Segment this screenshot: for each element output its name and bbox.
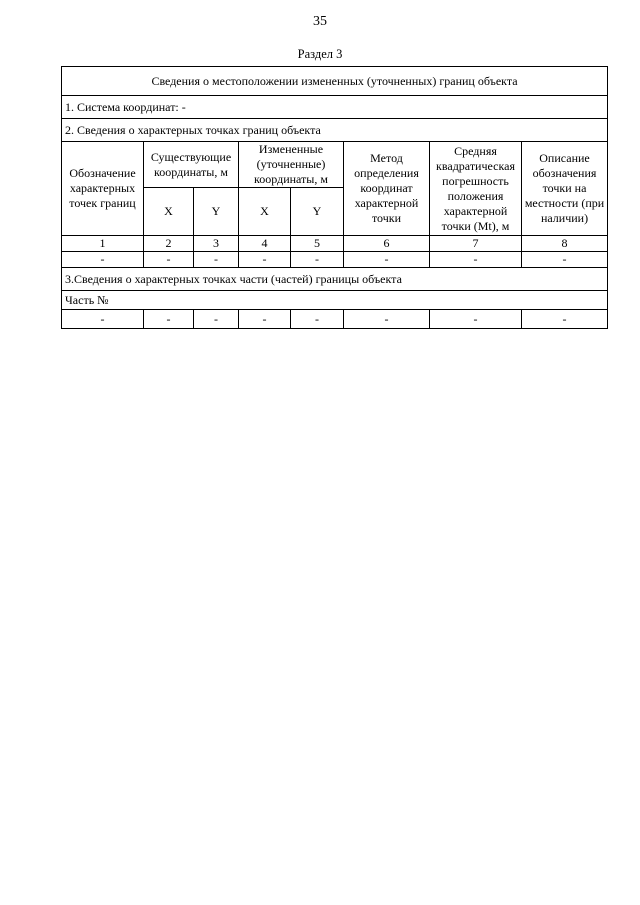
part-label: Часть № — [62, 291, 608, 310]
header-changed-coords: Измененные (уточненные) координаты, м — [239, 142, 344, 188]
section-title: Раздел 3 — [297, 47, 343, 61]
column-number: 7 — [430, 236, 522, 252]
header-description: Описание обозначения точки на местности (при наличии) — [522, 142, 608, 236]
column-numbers-row — [62, 236, 608, 252]
header-row-1 — [62, 142, 608, 188]
points-heading-row — [62, 119, 608, 142]
table-cell: - — [62, 310, 144, 329]
column-number: 8 — [522, 236, 608, 252]
table-cell: - — [291, 310, 344, 329]
table-cell: - — [430, 252, 522, 268]
table-cell: - — [239, 310, 291, 329]
table-cell: - — [194, 252, 239, 268]
table-cell: - — [522, 310, 608, 329]
table-cell: - — [344, 310, 430, 329]
header-method: Метод определения координат характерной точки — [344, 142, 430, 236]
table-cell: - — [522, 252, 608, 268]
table-title: Сведения о местоположении измененных (уточненных) границ объекта — [62, 67, 608, 96]
table-row — [62, 252, 608, 268]
header-changed-y: Y — [291, 188, 344, 236]
column-number: 3 — [194, 236, 239, 252]
column-number: 1 — [62, 236, 144, 252]
header-designation: Обозначение характерных точек границ — [62, 142, 144, 236]
table-cell: - — [144, 252, 194, 268]
header-existing-coords: Существующие координаты, м — [144, 142, 239, 188]
table-cell: - — [344, 252, 430, 268]
header-changed-x: X — [239, 188, 291, 236]
part-heading-row — [62, 268, 608, 291]
coord-system-row — [62, 96, 608, 119]
boundary-points-table — [61, 66, 608, 329]
table-cell: - — [430, 310, 522, 329]
points-heading: 2. Сведения о характерных точках границ объекта — [62, 119, 608, 142]
part-label-row — [62, 291, 608, 310]
table-cell: - — [239, 252, 291, 268]
page-number: 35 — [313, 14, 327, 29]
column-number: 2 — [144, 236, 194, 252]
table-title-row — [62, 67, 608, 96]
table-cell: - — [194, 310, 239, 329]
header-existing-y: Y — [194, 188, 239, 236]
part-heading: 3.Сведения о характерных точках части (частей) границы объекта — [62, 268, 608, 291]
coord-system-text: 1. Система координат: - — [62, 96, 608, 119]
table-cell: - — [291, 252, 344, 268]
table-cell: - — [144, 310, 194, 329]
table-row — [62, 310, 608, 329]
column-number: 6 — [344, 236, 430, 252]
table-cell: - — [62, 252, 144, 268]
column-number: 4 — [239, 236, 291, 252]
column-number: 5 — [291, 236, 344, 252]
header-existing-x: X — [144, 188, 194, 236]
header-error: Средняя квадратическая погрешность положения характерной точки (Mt), м — [430, 142, 522, 236]
